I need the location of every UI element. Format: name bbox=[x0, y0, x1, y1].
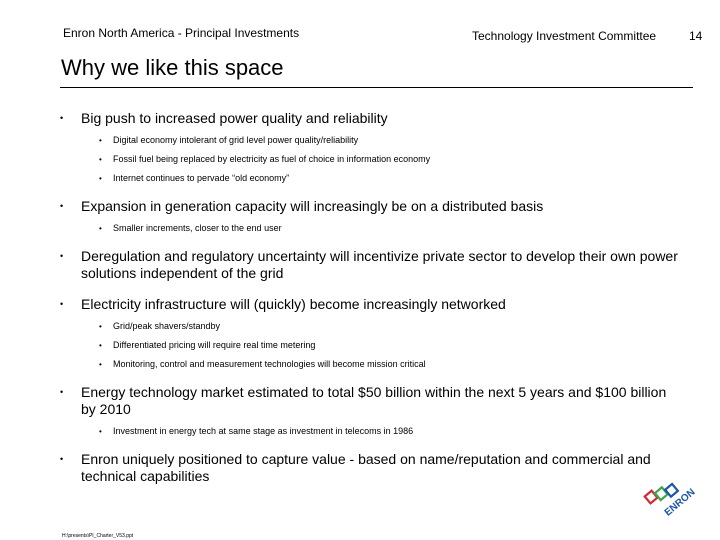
logo-wordmark: ENRON bbox=[662, 486, 698, 519]
bullet-item bbox=[60, 451, 680, 485]
sub-bullet-item bbox=[60, 173, 680, 184]
bullet-text: Electricity infrastructure will (quickly) become increasingly networked bbox=[81, 296, 506, 312]
header-left-title: Enron North America - Principal Investments bbox=[63, 26, 300, 40]
sub-bullet-text: Fossil fuel being replaced by electricity as fuel of choice in information economy bbox=[113, 154, 431, 164]
sub-bullet-item bbox=[60, 359, 680, 370]
enron-logo bbox=[640, 470, 705, 532]
sub-bullet-marker: • bbox=[99, 341, 102, 350]
bullet-item bbox=[60, 248, 680, 282]
bullet-marker: • bbox=[60, 201, 64, 211]
sub-bullet-marker: • bbox=[99, 322, 102, 331]
bullet-list bbox=[60, 110, 680, 485]
sub-bullet-text: Differentiated pricing will require real time metering bbox=[113, 340, 316, 350]
sub-bullet-marker: • bbox=[99, 155, 102, 164]
bullet-text: Enron uniquely positioned to capture value - based on name/reputation and commercial and technical capabilities bbox=[81, 451, 651, 484]
sub-bullet-item bbox=[60, 154, 680, 165]
header-committee-title: Technology Investment Committee bbox=[472, 29, 657, 43]
sub-bullet-text: Grid/peak shavers/standby bbox=[113, 321, 221, 331]
title-divider bbox=[60, 87, 693, 88]
bullet-text: Deregulation and regulatory uncertainty will incentivize private sector to develop their own power solutions independent of the grid bbox=[81, 248, 678, 281]
sub-bullet-marker: • bbox=[99, 174, 102, 183]
sub-bullet-item bbox=[60, 135, 680, 146]
bullet-item bbox=[60, 296, 680, 313]
bullet-marker: • bbox=[60, 387, 64, 397]
bullet-text: Expansion in generation capacity will increasingly be on a distributed basis bbox=[81, 198, 544, 214]
bullet-item bbox=[60, 198, 680, 215]
bullet-marker: • bbox=[60, 113, 64, 123]
sub-bullet-text: Monitoring, control and measurement technologies will become mission critical bbox=[113, 359, 426, 369]
sub-bullet-item bbox=[60, 340, 680, 351]
sub-bullet-marker: • bbox=[99, 360, 102, 369]
bullet-text: Big push to increased power quality and reliability bbox=[81, 110, 388, 126]
sub-bullet-marker: • bbox=[99, 136, 102, 145]
bullet-marker: • bbox=[60, 251, 64, 261]
bullet-marker: • bbox=[60, 299, 64, 309]
sub-bullet-item bbox=[60, 321, 680, 332]
sub-bullet-text: Internet continues to pervade “old economy” bbox=[113, 173, 290, 183]
bullet-text: Energy technology market estimated to total $50 billion within the next 5 years and $100 billion by 2010 bbox=[81, 384, 667, 417]
slide-title: Why we like this space bbox=[61, 55, 284, 80]
bullet-item bbox=[60, 110, 680, 127]
bullet-marker: • bbox=[60, 454, 64, 464]
page-number: 14 bbox=[689, 29, 703, 43]
sub-bullet-item bbox=[60, 223, 680, 234]
bullet-item bbox=[60, 384, 680, 418]
sub-bullet-marker: • bbox=[99, 224, 102, 233]
sub-bullet-text: Smaller increments, closer to the end user bbox=[113, 223, 282, 233]
sub-bullet-marker: • bbox=[99, 427, 102, 436]
footer-file-path: H:\presents\PI_Charter_V53.ppt bbox=[62, 533, 134, 539]
sub-bullet-text: Investment in energy tech at same stage as investment in telecoms in 1986 bbox=[113, 426, 414, 436]
sub-bullet-item bbox=[60, 426, 680, 437]
sub-bullet-text: Digital economy intolerant of grid level power quality/reliability bbox=[113, 135, 359, 145]
